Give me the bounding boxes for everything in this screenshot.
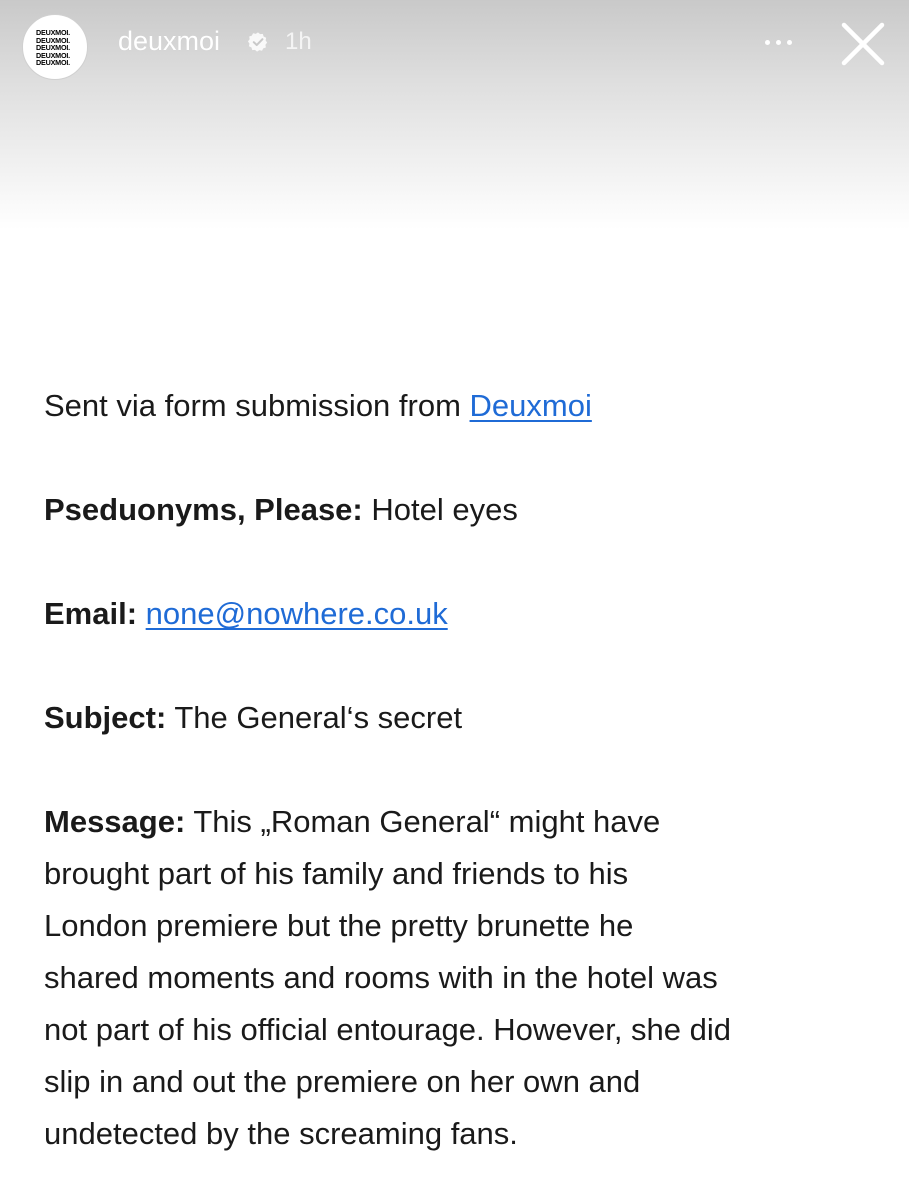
subject-value: The General‘s secret (174, 700, 463, 735)
verified-badge-icon (247, 31, 269, 53)
deuxmoi-link[interactable]: Deuxmoi (469, 388, 592, 423)
message-text: This „Roman General“ might have (193, 804, 661, 839)
message-line: brought part of his family and friends to his (44, 856, 629, 891)
message-line: undetected by the screaming fans. (44, 1116, 518, 1151)
close-button[interactable] (835, 16, 891, 72)
pseudonym-value: Hotel eyes (371, 492, 518, 527)
intro-text: Sent via form submission from (44, 388, 470, 423)
more-dot (765, 40, 770, 45)
pseudonym-label: Pseduonyms, Please: (44, 492, 363, 527)
intro-line (44, 380, 894, 432)
message-label: Message: (44, 804, 186, 839)
avatar-logo-line: DEUXMOI. (36, 35, 70, 45)
message-line: London premiere but the pretty brunette he (44, 908, 634, 943)
form-submission (44, 380, 894, 1160)
avatar-logo-line: DEUXMOI. (36, 28, 70, 37)
pseudonym-field (44, 484, 894, 536)
close-icon (835, 16, 891, 72)
avatar-logo (36, 29, 78, 67)
more-options-button[interactable] (752, 22, 804, 62)
avatar-logo-line: DEUXMOI. (36, 43, 70, 53)
email-label: Email: (44, 596, 138, 631)
story-header (0, 0, 909, 90)
avatar-logo-line: DEUXMOI. (36, 50, 70, 60)
subject-field (44, 692, 894, 744)
more-dot (776, 40, 781, 45)
username[interactable]: deuxmoi (118, 26, 221, 56)
message-field (44, 796, 894, 1160)
email-field (44, 588, 894, 640)
message-line: not part of his official entourage. However, she did (44, 1012, 732, 1047)
message-line: shared moments and rooms with in the hotel was (44, 960, 718, 995)
avatar[interactable] (22, 14, 88, 80)
avatar-logo-line: DEUXMOI. (36, 58, 70, 68)
email-link[interactable]: none@nowhere.co.uk (145, 596, 448, 631)
post-time: 1h (285, 28, 312, 55)
subject-label: Subject: (44, 700, 167, 735)
message-line (44, 796, 894, 848)
more-dot (787, 40, 792, 45)
message-line: slip in and out the premiere on her own and (44, 1064, 641, 1099)
